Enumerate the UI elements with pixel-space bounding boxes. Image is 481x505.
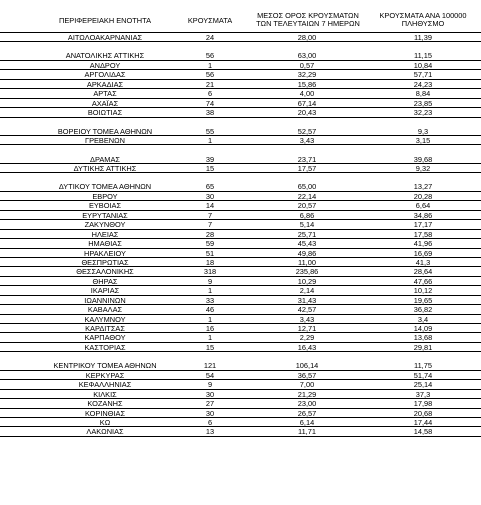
table-row <box>0 239 481 248</box>
region-name: ΚΑΡΔΙΤΣΑΣ <box>85 324 125 333</box>
cases-value: 13 <box>205 427 215 437</box>
per100k-value: 8,84 <box>415 89 431 99</box>
avg7-value: 25,71 <box>297 229 317 239</box>
region-name: ΚΕΝΤΡΙΚΟΥ ΤΟΜΕΑ ΑΘΗΝΩΝ <box>53 361 157 371</box>
per100k-value: 19,65 <box>413 295 433 305</box>
per100k-value: 13,27 <box>413 182 433 192</box>
spacer-row <box>0 352 481 361</box>
avg7-value: 0,57 <box>299 60 315 70</box>
region-name: ΔΥΤΙΚΟΥ ΤΟΜΕΑ ΑΘΗΝΩΝ <box>58 182 152 192</box>
avg7-value: 2,29 <box>299 333 315 343</box>
table-row <box>0 61 481 70</box>
region-name: ΚΑΛΥΜΝΟΥ <box>84 314 126 324</box>
avg7-value: 6,14 <box>299 417 315 427</box>
table-row <box>0 399 481 408</box>
table-row <box>0 267 481 276</box>
avg7-value: 49,86 <box>297 248 317 258</box>
per100k-value: 36,82 <box>413 305 433 315</box>
per100k-value: 32,23 <box>413 108 433 118</box>
table-row <box>0 99 481 108</box>
cases-value: 30 <box>205 408 215 418</box>
cases-value: 1 <box>207 286 213 296</box>
cases-value: 7 <box>207 210 213 220</box>
per100k-value: 39,68 <box>413 154 433 164</box>
table-row <box>0 333 481 342</box>
avg7-value: 45,43 <box>297 239 317 249</box>
per100k-value: 41,96 <box>413 239 433 249</box>
per100k-value: 11,15 <box>414 51 432 61</box>
avg7-value: 28,00 <box>297 33 317 42</box>
per100k-value: 23,85 <box>413 98 433 108</box>
avg7-value: 23,71 <box>297 154 317 164</box>
table-row <box>0 390 481 399</box>
cases-value: 1 <box>207 136 213 146</box>
cases-value: 51 <box>205 248 215 258</box>
region-name: ΔΡΑΜΑΣ <box>90 154 120 164</box>
region-name: ΕΥΒΟΙΑΣ <box>88 201 122 211</box>
table-row <box>0 70 481 79</box>
per100k-value: 14,09 <box>413 324 433 333</box>
table-row <box>0 211 481 220</box>
avg7-value: 10,29 <box>297 276 317 286</box>
region-name: ΑΝΑΤΟΛΙΚΗΣ ΑΤΤΙΚΗΣ <box>65 51 145 61</box>
per100k-value: 41,3 <box>415 257 431 267</box>
avg7-value: 65,00 <box>297 182 317 192</box>
region-name: ΚΩ <box>99 417 111 427</box>
avg7-value: 42,57 <box>297 305 317 315</box>
table-row <box>0 380 481 389</box>
region-name: ΙΩΑΝΝΙΝΩΝ <box>84 295 126 305</box>
region-name: ΑΡΚΑΔΙΑΣ <box>86 79 124 89</box>
header-cases: ΚΡΟΥΣΜΑΤΑ <box>187 16 233 25</box>
avg7-value: 20,43 <box>297 108 317 118</box>
avg7-value: 235,86 <box>295 267 319 277</box>
cases-value: 18 <box>205 257 215 267</box>
avg7-value: 63,00 <box>297 51 317 61</box>
per100k-value: 11,75 <box>414 361 432 371</box>
table-row <box>0 89 481 98</box>
per100k-value: 37,3 <box>415 389 431 399</box>
region-name: ΖΑΚΥΝΘΟΥ <box>84 220 126 230</box>
avg7-value: 36,57 <box>297 370 317 380</box>
region-name: ΗΡΑΚΛΕΙΟΥ <box>84 248 126 258</box>
table-row <box>0 230 481 239</box>
region-name: ΚΑΣΤΟΡΙΑΣ <box>84 342 126 352</box>
per100k-value: 14,58 <box>413 427 433 437</box>
avg7-value: 32,29 <box>297 70 317 80</box>
table-row <box>0 80 481 89</box>
per100k-value: 9,3 <box>417 126 429 136</box>
region-name: ΙΚΑΡΙΑΣ <box>90 286 120 296</box>
region-name: ΑΧΑΪΑΣ <box>91 98 119 108</box>
avg7-value: 2,14 <box>299 286 315 296</box>
avg7-value: 23,00 <box>297 399 317 409</box>
per100k-value: 57,71 <box>413 70 433 80</box>
cases-value: 24 <box>205 33 215 42</box>
cases-value: 38 <box>205 108 215 118</box>
avg7-value: 4,00 <box>299 89 315 99</box>
header-cases-per-100k: ΚΡΟΥΣΜΑΤΑ ΑΝΑ 100000 ΠΛΗΘΥΣΜΟ <box>379 11 467 29</box>
avg7-value: 67,14 <box>297 98 317 108</box>
per100k-value: 6,64 <box>415 201 431 211</box>
region-name: ΒΟΡΕΙΟΥ ΤΟΜΕΑ ΑΘΗΝΩΝ <box>57 126 153 136</box>
region-name: ΚΑΒΑΛΑΣ <box>87 305 123 315</box>
region-name: ΗΛΕΙΑΣ <box>91 229 119 239</box>
cases-value: 46 <box>205 305 215 315</box>
table-row <box>0 315 481 324</box>
table-row <box>0 361 481 370</box>
table-row <box>0 343 481 352</box>
per100k-value: 20,68 <box>413 408 433 418</box>
cases-value: 15 <box>205 163 215 173</box>
cases-value: 14 <box>205 201 215 211</box>
per100k-value: 24,23 <box>413 79 433 89</box>
table-row <box>0 258 481 267</box>
table-row <box>0 249 481 258</box>
header-avg-7-days: ΜΕΣΟΣ ΟΡΟΣ ΚΡΟΥΣΜΑΤΩΝ ΤΩΝ ΤΕΛΕΥΤΑΙΩΝ 7 ΗΜΕΡΩΝ <box>256 11 360 29</box>
table-row <box>0 220 481 229</box>
avg7-value: 52,57 <box>297 126 317 136</box>
cases-value: 54 <box>205 370 215 380</box>
avg7-value: 11,00 <box>298 257 316 267</box>
avg7-value: 11,71 <box>298 427 316 437</box>
cases-value: 121 <box>203 361 217 371</box>
cases-value: 30 <box>205 389 215 399</box>
per100k-value: 10,84 <box>413 60 433 70</box>
avg7-value: 3,43 <box>299 136 315 146</box>
region-name: ΚΙΛΚΙΣ <box>93 389 117 399</box>
spacer-row <box>0 173 481 182</box>
cases-value: 7 <box>207 220 213 230</box>
per100k-value: 47,66 <box>413 276 433 286</box>
table-row <box>0 51 481 60</box>
cases-value: 21 <box>205 79 215 89</box>
per100k-value: 51,74 <box>413 370 433 380</box>
avg7-value: 26,57 <box>297 408 317 418</box>
per100k-value: 3,15 <box>415 136 431 146</box>
per100k-value: 17,98 <box>413 399 433 409</box>
table-row <box>0 127 481 136</box>
avg7-value: 7,00 <box>299 380 315 390</box>
spacer-row <box>0 118 481 127</box>
avg7-value: 20,57 <box>297 201 317 211</box>
table-row <box>0 164 481 173</box>
cases-value: 65 <box>205 182 215 192</box>
cases-value: 27 <box>205 399 215 409</box>
avg7-value: 16,43 <box>297 342 317 352</box>
spacer-row <box>0 145 481 154</box>
region-name: ΑΝΔΡΟΥ <box>89 60 121 70</box>
per100k-value: 16,69 <box>413 248 433 258</box>
table-row <box>0 108 481 117</box>
cases-value: 1 <box>207 333 213 343</box>
spacer-row <box>0 42 481 51</box>
region-name: ΑΡΓΟΛΙΔΑΣ <box>84 70 126 80</box>
region-name: ΑΙΤΩΛΟΑΚΑΡΝΑΝΙΑΣ <box>67 33 143 42</box>
cases-value: 39 <box>205 154 215 164</box>
cases-value: 74 <box>205 98 215 108</box>
per100k-value: 13,68 <box>413 333 433 343</box>
cases-value: 28 <box>205 229 215 239</box>
avg7-value: 3,43 <box>299 314 315 324</box>
table-row <box>0 371 481 380</box>
table-row <box>0 409 481 418</box>
per100k-value: 3,4 <box>417 314 429 324</box>
region-name: ΑΡΤΑΣ <box>93 89 117 99</box>
per100k-value: 9,32 <box>415 163 431 173</box>
cases-value: 1 <box>207 314 213 324</box>
avg7-value: 31,43 <box>297 295 317 305</box>
per100k-value: 20,28 <box>413 191 433 201</box>
table-row <box>0 33 481 42</box>
table-row <box>0 192 481 201</box>
avg7-value: 15,86 <box>297 79 317 89</box>
cases-value: 9 <box>207 276 213 286</box>
avg7-value: 22,14 <box>297 191 317 201</box>
cases-value: 15 <box>205 342 215 352</box>
cases-value: 6 <box>207 89 213 99</box>
region-name: ΚΕΡΚΥΡΑΣ <box>85 370 125 380</box>
avg7-value: 106,14 <box>295 361 319 371</box>
per100k-value: 10,12 <box>413 286 433 296</box>
per100k-value: 34,86 <box>413 210 433 220</box>
per100k-value: 17,17 <box>413 220 433 230</box>
cases-value: 30 <box>205 191 215 201</box>
region-name: ΘΗΡΑΣ <box>92 276 118 286</box>
table-row <box>0 155 481 164</box>
avg7-value: 12,71 <box>297 324 317 333</box>
region-name: ΕΥΡΥΤΑΝΙΑΣ <box>82 210 128 220</box>
table-row <box>0 418 481 427</box>
table-row <box>0 201 481 210</box>
cases-value: 56 <box>205 51 215 61</box>
per100k-value: 29,81 <box>413 342 433 352</box>
region-name: ΘΕΣΣΑΛΟΝΙΚΗΣ <box>76 267 134 277</box>
cases-value: 6 <box>207 417 213 427</box>
region-name: ΚΑΡΠΑΘΟΥ <box>84 333 126 343</box>
table-body <box>0 32 481 437</box>
cases-value: 318 <box>203 267 217 277</box>
region-name: ΚΕΦΑΛΛΗΝΙΑΣ <box>78 380 132 390</box>
region-name: ΔΥΤΙΚΗΣ ΑΤΤΙΚΗΣ <box>73 163 137 173</box>
avg7-value: 5,14 <box>299 220 315 230</box>
cases-value: 55 <box>205 126 215 136</box>
cases-value: 16 <box>205 324 215 333</box>
cases-value: 1 <box>207 60 213 70</box>
per100k-value: 28,64 <box>413 267 433 277</box>
region-name: ΚΟΡΙΝΘΙΑΣ <box>84 408 126 418</box>
cases-value: 9 <box>207 380 213 390</box>
per100k-value: 25,14 <box>413 380 433 390</box>
per100k-value: 11,39 <box>414 33 432 42</box>
table-row <box>0 136 481 145</box>
region-name: ΓΡΕΒΕΝΩΝ <box>85 136 125 146</box>
table-row <box>0 286 481 295</box>
header-region: ΠΕΡΙΦΕΡΕΙΑΚΗ ΕΝΟΤΗΤΑ <box>59 16 151 25</box>
region-name: ΚΟΖΑΝΗΣ <box>87 399 123 409</box>
per100k-value: 17,44 <box>413 417 433 427</box>
table-row <box>0 182 481 191</box>
per100k-value: 17,58 <box>413 229 433 239</box>
table-row <box>0 427 481 436</box>
avg7-value: 21,29 <box>297 389 317 399</box>
avg7-value: 6,86 <box>299 210 315 220</box>
table-row <box>0 277 481 286</box>
region-name: ΕΒΡΟΥ <box>92 191 118 201</box>
cases-value: 56 <box>205 70 215 80</box>
table-row <box>0 324 481 333</box>
region-name: ΘΕΣΠΡΩΤΙΑΣ <box>81 257 129 267</box>
table-row <box>0 296 481 305</box>
region-name: ΒΟΙΩΤΙΑΣ <box>87 108 123 118</box>
cases-value: 33 <box>205 295 215 305</box>
cases-value: 59 <box>205 239 215 249</box>
region-name: ΗΜΑΘΙΑΣ <box>88 239 122 249</box>
table-row <box>0 305 481 314</box>
region-name: ΛΑΚΩΝΙΑΣ <box>86 427 124 437</box>
avg7-value: 17,57 <box>297 163 317 173</box>
